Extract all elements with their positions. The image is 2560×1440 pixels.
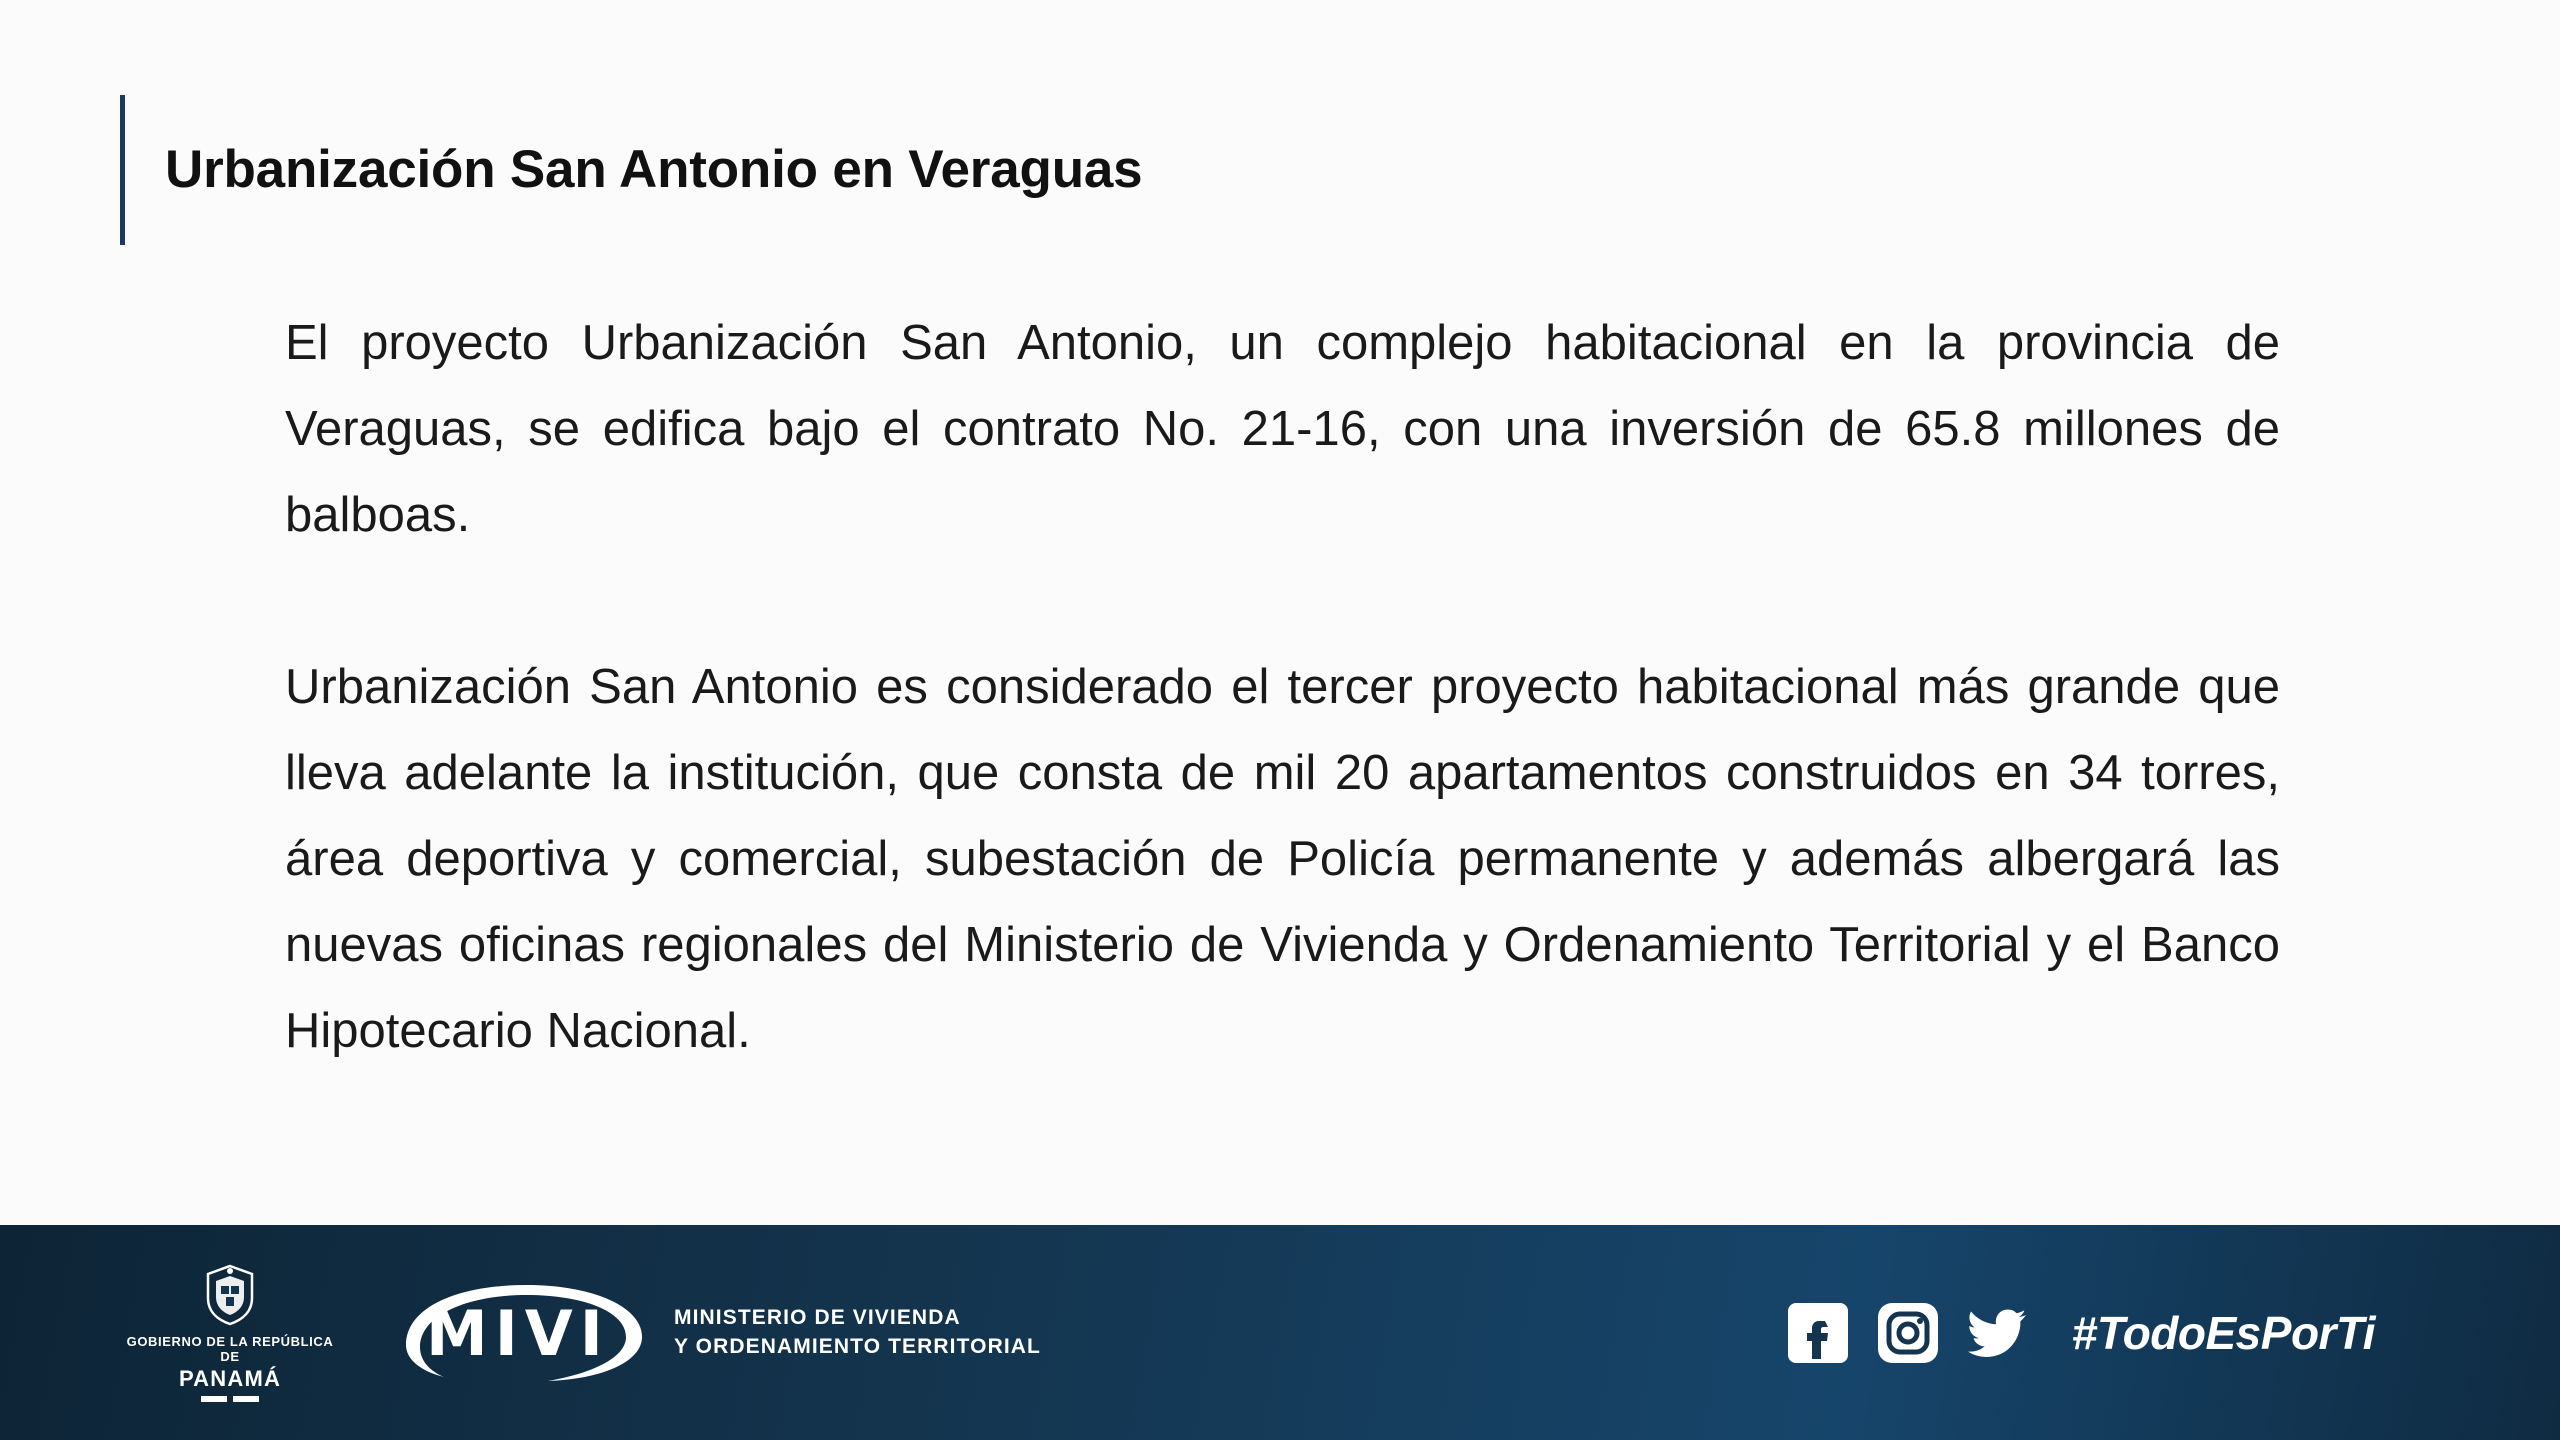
seal-underline-rule bbox=[201, 1396, 259, 1402]
ministry-name-line-1: MINISTERIO DE VIVIENDA bbox=[674, 1306, 961, 1330]
mivi-logo-icon bbox=[398, 1273, 648, 1393]
instagram-icon[interactable] bbox=[1876, 1301, 1940, 1365]
facebook-icon[interactable] bbox=[1786, 1301, 1850, 1365]
twitter-icon[interactable] bbox=[1966, 1301, 2030, 1365]
hashtag-label: #TodoEsPorTi bbox=[2071, 1306, 2375, 1359]
body-text-block bbox=[285, 300, 2280, 1074]
mivi-wordmark: MIVI bbox=[426, 1296, 610, 1370]
footer-brand-group bbox=[0, 1264, 1041, 1402]
paragraph-1: El proyecto Urbanización San Antonio, un complejo habitacional en la provincia de Veraguas, se edifica bajo el contrato No. 21-16, con una inversión de 65.8 millones de balboas. bbox=[285, 316, 2280, 542]
page-title: Urbanización San Antonio en Veraguas bbox=[165, 140, 1143, 199]
ministry-name-line-2: Y ORDENAMIENTO TERRITORIAL bbox=[674, 1334, 1041, 1358]
title-block bbox=[120, 95, 1142, 245]
seal-line-1: GOBIERNO DE LA REPÚBLICA DE bbox=[126, 1333, 334, 1364]
seal-line-2: PANAMÁ bbox=[178, 1365, 282, 1391]
seal-caption bbox=[120, 1334, 340, 1392]
panama-coat-of-arms-icon bbox=[204, 1264, 256, 1326]
paragraph-2: Urbanización San Antonio es considerado el tercer proyecto habitacional más grande que lleva adelante la institución, que consta de mil 20 apartamentos construidos en 34 torres, área deportiva y comercial, subestación de Policía permanente y además albergará las nuevas oficinas regionales del Ministerio de Vivienda y Ordenamiento Territorial y el Banco Hipotecario Nacional. bbox=[285, 660, 2280, 1058]
mivi-logo bbox=[398, 1273, 1041, 1393]
ministry-name bbox=[674, 1304, 1041, 1361]
social-group bbox=[1786, 1301, 2560, 1365]
government-seal bbox=[120, 1264, 340, 1402]
footer-bar bbox=[0, 1225, 2560, 1440]
title-accent-rule bbox=[120, 95, 125, 245]
